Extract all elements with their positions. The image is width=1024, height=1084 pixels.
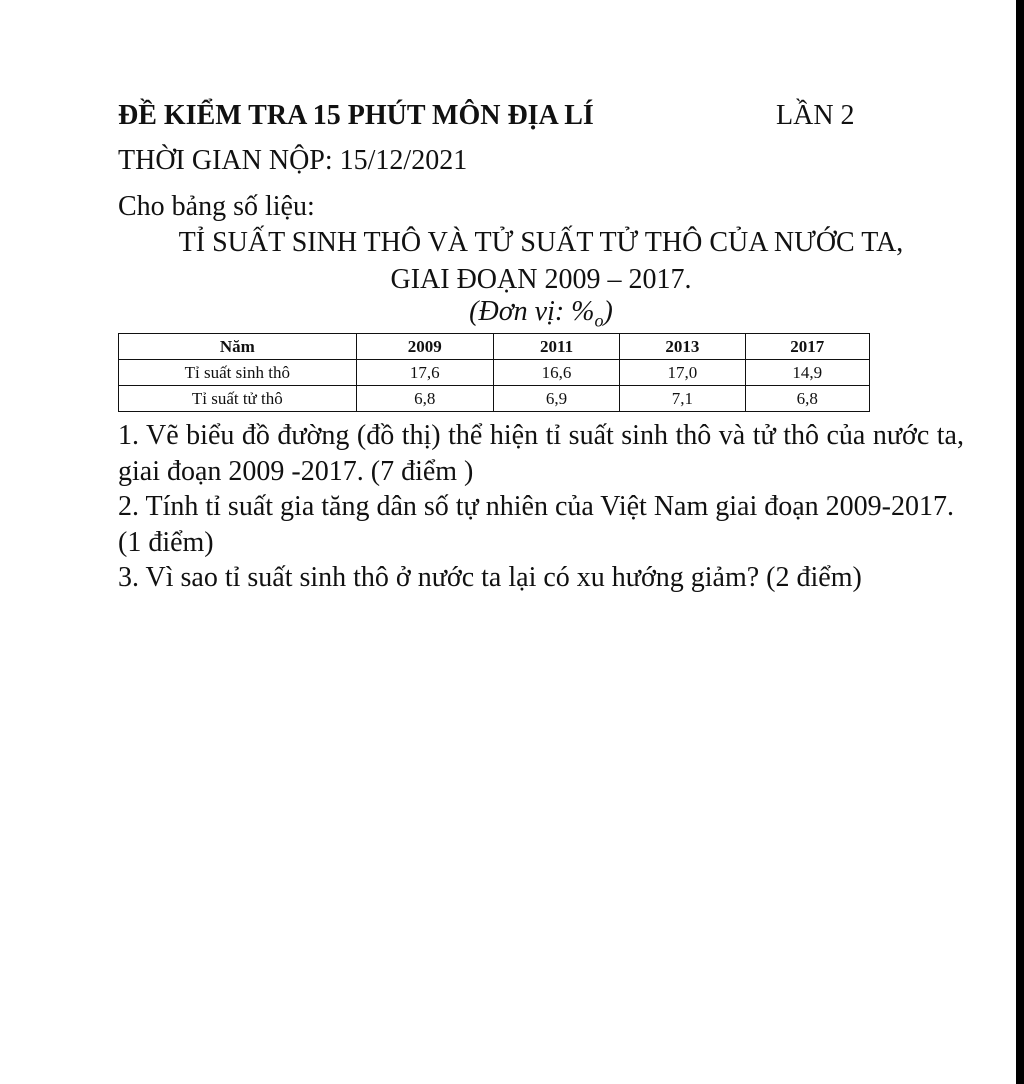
- question-3: 3. Vì sao tỉ suất sinh thô ở nước ta lại có xu hướng giảm? (2 điểm): [118, 562, 862, 593]
- table-cell: 14,9: [745, 360, 869, 386]
- unit-subscript: o: [594, 310, 604, 331]
- table-cell: 6,9: [493, 386, 619, 412]
- exam-title: ĐỀ KIỂM TRA 15 PHÚT MÔN ĐỊA LÍ: [118, 100, 594, 131]
- header-cell: 2011: [493, 334, 619, 360]
- table-row: [119, 386, 870, 412]
- table-row: [119, 360, 870, 386]
- row-label: Tỉ suất sinh thô: [119, 360, 357, 386]
- header-cell: 2009: [356, 334, 493, 360]
- table-cell: 6,8: [356, 386, 493, 412]
- header-cell-year: Năm: [119, 334, 357, 360]
- header-cell: 2013: [620, 334, 745, 360]
- question-list: [118, 418, 964, 596]
- intro-text: Cho bảng số liệu:: [118, 191, 315, 222]
- question-2: 2. Tính tỉ suất gia tăng dân số tự nhiên của Việt Nam giai đoạn 2009-2017. (1 điểm): [118, 491, 954, 558]
- header-cell: 2017: [745, 334, 869, 360]
- table-unit: [118, 296, 964, 332]
- table-cell: 16,6: [493, 360, 619, 386]
- exam-attempt: LẦN 2: [776, 100, 855, 131]
- question-1: 1. Vẽ biểu đồ đường (đồ thị) thể hiện tỉ suất sinh thô và tử thô của nước ta, giai đoạn 2009 -2017. (7 điểm ): [118, 420, 964, 487]
- table-cell: 17,6: [356, 360, 493, 386]
- table-title-line-2: GIAI ĐOẠN 2009 – 2017.: [390, 264, 692, 295]
- table-header-row: [119, 334, 870, 360]
- table-title: [118, 224, 964, 298]
- row-label: Tỉ suất tử thô: [119, 386, 357, 412]
- page-edge-border: [1016, 0, 1024, 1084]
- table-title-line-1: TỈ SUẤT SINH THÔ VÀ TỬ SUẤT TỬ THÔ CỦA NƯỚC TA,: [178, 227, 904, 258]
- table-cell: 17,0: [620, 360, 745, 386]
- table-cell: 7,1: [620, 386, 745, 412]
- submission-deadline: THỜI GIAN NỘP: 15/12/2021: [118, 145, 468, 176]
- data-table: [118, 333, 870, 412]
- unit-suffix: ): [603, 296, 613, 327]
- table-cell: 6,8: [745, 386, 869, 412]
- unit-prefix: (Đơn vị: %: [469, 296, 595, 327]
